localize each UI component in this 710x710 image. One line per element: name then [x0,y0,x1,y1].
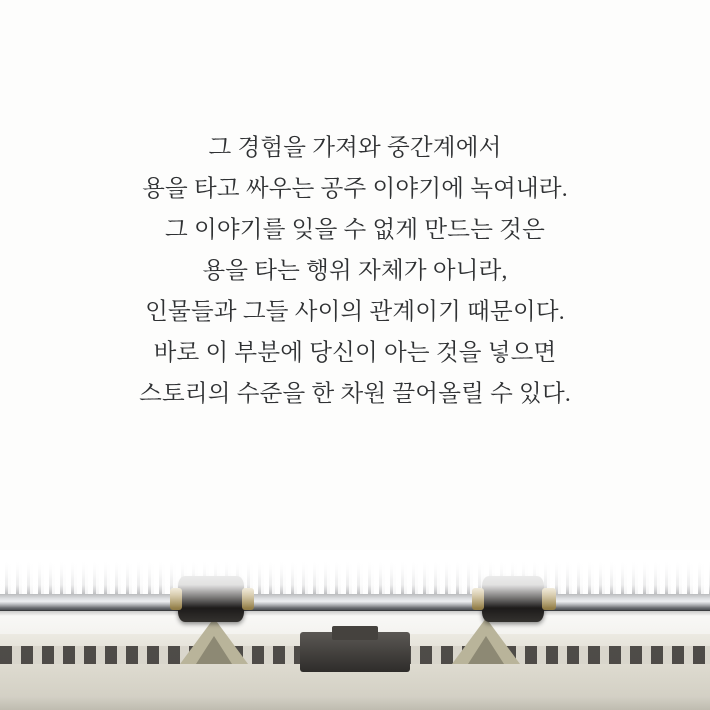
typewriter-bracket-inner-left [196,636,232,664]
quote-line: 용을 타는 행위 자체가 아니라, [202,258,508,284]
quote-line: 바로 이 부분에 당신이 아는 것을 넣으면 [153,340,557,366]
quote-line: 스토리의 수준을 한 차원 끌어올릴 수 있다. [139,381,571,407]
typewriter-center-tab [332,626,378,640]
typewriter-bracket-inner-right [468,636,504,664]
quote-line: 용을 타고 싸우는 공주 이야기에 녹여내라. [142,176,568,202]
typewriter-bottom-edge [0,696,710,710]
quote-line: 그 경험을 가져와 중간계에서 [208,135,502,161]
quote-line: 그 이야기를 잊을 수 없게 만드는 것은 [165,217,545,243]
typewriter-photo [0,550,710,710]
quote-line: 인물들과 그들 사이의 관계이기 때문이다. [145,299,565,325]
quote-text-block [0,128,710,415]
paper-fade-overlay [0,550,710,608]
